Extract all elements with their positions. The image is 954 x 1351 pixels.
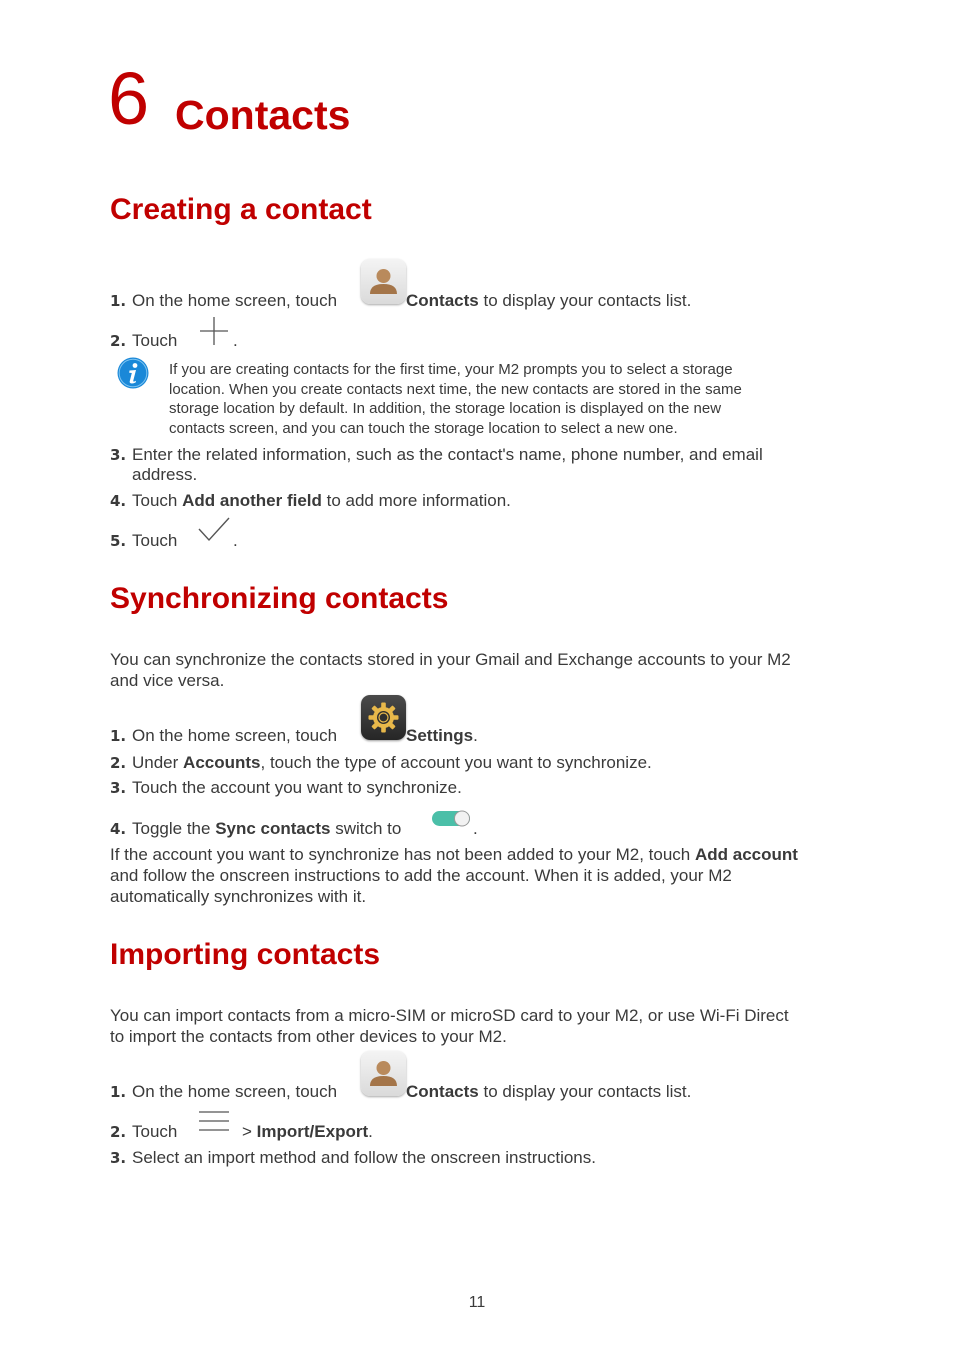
sync-step-3: 3. Touch the account you want to synchronize.: [110, 778, 462, 797]
importing-step-2-rest: > Import/Export.: [242, 1122, 373, 1141]
creating-note: If you are creating contacts for the first time, your M2 prompts you to select a storage location. When you create contacts next time, the new contacts are stored in the same storage location by default. In addition, the storage location is displayed on the new contacts screen, and you can touch the storage location to select a new one.: [169, 361, 742, 437]
creating-step-5: 5. Touch: [110, 531, 178, 550]
creating-step-1-rest: Contacts to display your contacts list.: [406, 291, 692, 310]
sync-step-4: 4. Toggle the Sync contacts switch to: [110, 819, 402, 838]
add-icon[interactable]: [198, 315, 230, 347]
section-heading-importing: Importing contacts: [110, 938, 381, 971]
settings-app-icon[interactable]: [361, 695, 406, 740]
page-number: 11: [468, 1294, 486, 1311]
chapter-title: Contacts: [175, 92, 351, 138]
sync-step-1-rest: Settings.: [406, 726, 478, 745]
creating-step-3: 3. Enter the related information, such as the contact's name, phone number, and email: [110, 445, 763, 464]
creating-step-2-period: .: [233, 331, 238, 350]
menu-icon[interactable]: [197, 1109, 231, 1135]
importing-step-1-rest: Contacts to display your contacts list.: [406, 1082, 692, 1101]
creating-step-3-cont: address.: [132, 465, 198, 484]
importing-step-2: 2. Touch: [110, 1122, 178, 1141]
creating-step-4: 4. Touch Add another field to add more information.: [110, 491, 511, 510]
section-heading-creating: Creating a contact: [110, 193, 372, 226]
creating-step-5-period: .: [233, 531, 238, 550]
sync-intro: You can synchronize the contacts stored in your Gmail and Exchange accounts to your M2 and vice versa.: [110, 650, 791, 690]
sync-step-4-period: .: [473, 819, 478, 838]
sync-paragraph: If the account you want to synchronize has not been added to your M2, touch Add account and follow the onscreen instructions to add the account. When it is added, your M2 automatically synchronizes with it.: [110, 845, 798, 906]
section-heading-sync: Synchronizing contacts: [110, 582, 449, 615]
creating-step-1: 1. On the home screen, touch: [110, 291, 338, 310]
info-icon: [116, 356, 150, 390]
contacts-app-icon[interactable]: [361, 1051, 406, 1096]
importing-step-1: 1. On the home screen, touch: [110, 1082, 338, 1101]
toggle-switch-on-icon[interactable]: [431, 808, 473, 830]
sync-step-1: 1. On the home screen, touch: [110, 726, 338, 745]
contacts-app-icon[interactable]: [361, 259, 406, 304]
importing-intro: You can import contacts from a micro-SIM or microSD card to your M2, or use Wi-Fi Direct to import the contacts from other devices to your M2.: [110, 1006, 789, 1046]
sync-step-2: 2. Under Accounts, touch the type of account you want to synchronize.: [110, 753, 652, 772]
chapter-number: 6: [108, 57, 150, 140]
importing-step-3: 3. Select an import method and follow the onscreen instructions.: [110, 1148, 596, 1167]
checkmark-icon[interactable]: [197, 516, 231, 544]
creating-step-2: 2. Touch: [110, 331, 178, 350]
